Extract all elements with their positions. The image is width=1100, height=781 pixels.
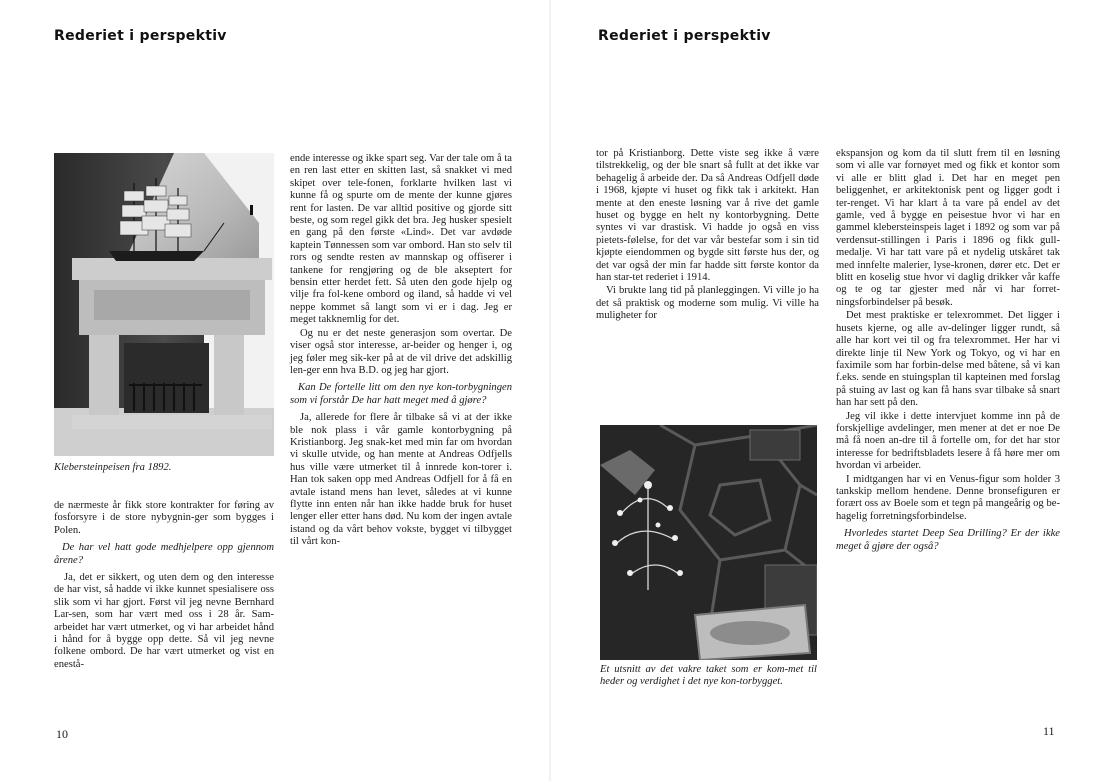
fireplace-caption: Klebersteinpeisen fra 1892. [54,462,172,473]
paragraph: Det mest praktiske er telexrommet. Det ligger i husets kjerne, og alle av-delinger ligger rundt, så alle har kort vei til og fra telexrommet. Her har vi direkte linje til New York og Tokyo, og vi har en faximile som har forbin-delse med båtene, så vi kan f.eks. sende en stuingsplan til kapteinen med forslag på stuing av last og kan få hans svar tilbake så snart han har sett på den. [836,310,1060,409]
left-running-header: Rederiet i perspektiv [54,28,227,44]
right-page [550,0,1100,781]
paragraph: Vi brukte lang tid på planleggingen. Vi ville jo ha det så praktisk og moderne som mulig. Vi ville ha muligheter for [596,285,819,322]
column-1 [54,500,274,672]
paragraph: ende interesse og ikke spart seg. Var der tale om å ta en ren last etter en skitten last, så snakket vi med skipet over tele-fonen, forklarte hvilken last vi kunne få og spurte om de mente der kunne gjøres rent for lasten. De var alltid positive og gjorde sitt beste, og som regel gikk det bra. Jeg husker spesielt en gang på den første «Lind». Det var avdøde kaptein Tønnessen som var ombord. Han sto selv til rors og sendte resten av mannskap og offiserer i tankene for rengjøring og de ble akseptert for bensin etter herdet fett. Så uten den gode hjelp og vilje fra fol-kene ombord og iland, så hadde vi vel neppe kommet så langt som vi er i dag. Jeg er meget takknemlig for det. [290,153,512,326]
ceiling-caption-block [600,664,817,690]
paragraph: ekspansjon og kom da til slutt frem til en løsning som vi alle var fornøyet med og fikk et kontor som vi alle er blitt glad i. Det har en meget pen beliggenhet, er arkitektonisk pent og ligger godt i ter-renget. Vi har klart å ta vare på endel av det gamle, ved å bygge en peisestue hvor vi har en gammel klebersteinspeis laget i 1892 og som var på verdensut-stillingen i Paris i 1896 og fikk gull-medalje. Vi har tatt vare på et nydelig utskåret tak med innfelte malerier, lyse-kronen, dører etc. Det er blitt en koselig stue hvor vi daglig drikker vår kaffe og te og tar gjester med når vi har forret-ningsforbindelser på besøk. [836,148,1060,308]
paragraph: I midtgangen har vi en Venus-figur som holder 3 tankskip mellom hendene. Denne bronsefiguren er forært oss av Boele som et tegn på mangeårig og be-hagelig forretningsforbindelse. [836,473,1060,522]
ceiling-photo [600,425,817,660]
column-4 [836,148,1060,558]
ceiling-illustration [600,425,817,660]
column-2 [290,153,512,550]
page-number-right: 11 [1043,724,1055,738]
interview-question: De har vel hatt gode medhjelpere opp gjennom årene? [54,542,274,566]
paragraph: Jeg vil ikke i dette intervjuet komme inn på de forskjellige avdelinger, men mener at det er noe De må få noen an-dre til å fortelle om, for det har stor interesse for bedriftsbladets lesere å få høre mer om hvordan vi arbeider. [836,410,1060,472]
ceiling-caption: Et utsnitt av det vakre taket som er kom-met til heder og verdighet i det nye kon-torbygget. [600,664,817,688]
paragraph: Og nu er det neste generasjon som overtar. De viser også stor interesse, ar-beider og henger i, og jeg føler meg sik-ker på at de vil drive det adskillig len-ger enn hva B.D. og jeg har gjort. [290,327,512,376]
interview-question: Kan De fortelle litt om den nye kon-torbygningen som vi forstår De har hatt meget med å gjøre? [290,382,512,406]
paragraph: tor på Kristianborg. Dette viste seg ikke å være tilstrekkelig, og der ble snart så fullt at det ikke var behagelig å arbeide der. Da så Andreas Odfjell døde i 1968, kjøpte vi huset og fikk tak i arkitekt. Han mente at den eneste løsning var å rive det gamle huset og bygge en helt ny kontorbygning. Dette syntes vi var drastisk. Vi hadde jo også en viss pietets-følelse, for det var vår bestefar som i sin tid kjøpte eiendommen og bygde sitt første hus der, og det var også der min far hadde sitt første kontor da han star-tet rederiet i 1914. [596,148,819,284]
paragraph: Ja, allerede for flere år tilbake så vi at der ikke ble nok plass i vår gamle kontorbygning på Kristianborg. Jeg snak-ket med min far om hvordan vi skulle utvide, og han mente at Andreas Odfjells hus ville være utmerket til å innrede kon-torer i. Han tok saken opp med Andreas Odfjell for å få en avtale istand mens han levet, således at vi kunne flytte inn enten når han ikke hadde bruk for huset lenger eller etter hans død. Nu kom der ingen avtale istand og da vårt behov vokste, bygget vi tilbygget til vårt kon- [290,412,512,548]
right-running-header: Rederiet i perspektiv [598,28,771,44]
interview-question: Hvorledes startet Deep Sea Drilling? Er der ikke meget å gjøre der også? [836,528,1060,552]
paragraph: de nærmeste år fikk store kontrakter for føring av fosforsyre i de store nybygnin-ger som bygges i Polen. [54,500,274,536]
fireplace-photo [54,153,274,456]
fireplace-illustration [54,153,274,456]
page-number-left: 10 [56,727,68,741]
column-3 [596,148,819,324]
fireplace-caption-block [54,462,274,475]
paragraph: Ja, det er sikkert, og uten dem og den interesse de har vist, så hadde vi ikke kunnet spesialisere oss slik som vi har gjort. Først vil jeg nevne Bernhard Lar-sen, som har vært med oss i 28 år. Sam-arbeidet har vært utmerket, og vi har arbeidet hånd i hånd for å bygge opp dette. Så vil jeg nevne folkene ombord. De har vært utmerket og vist en enestå- [54,572,274,670]
